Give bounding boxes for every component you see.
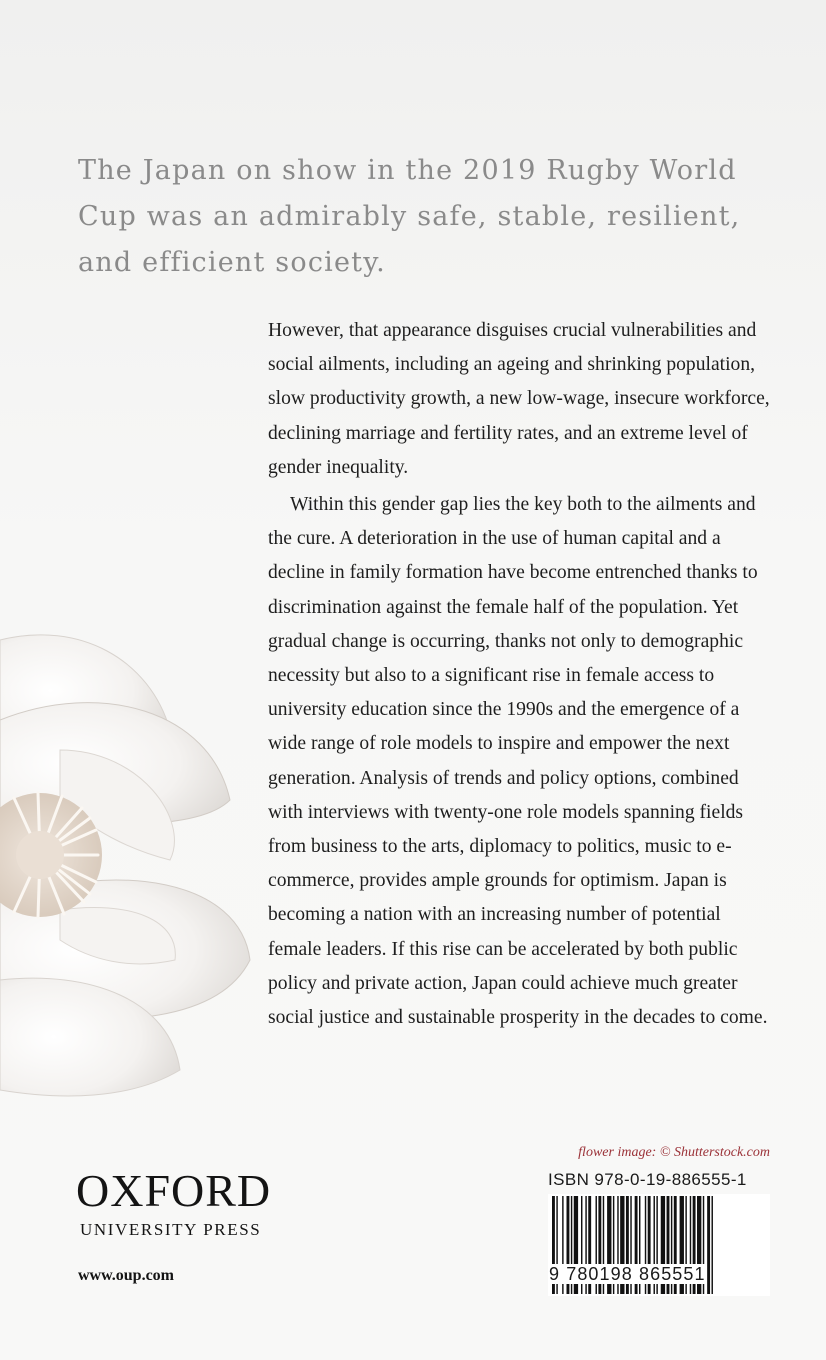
description: [268, 314, 772, 1038]
flower-image: [0, 600, 260, 1120]
barcode-number: 9 780198 865551: [549, 1264, 706, 1284]
paragraph-2: Within this gender gap lies the key both to the ailments and the cure. A deterioration in the use of human capital and a decline in family formation have become entrenched thanks to discrimination against the female half of the population. Yet gradual change is occurring, thanks not only to demographic necessity but also to a significant rise in female access to university education since the 1990s and the emergence of a wide range of role models to inspire and empower the next generation. Analysis of trends and policy options, combined with interviews with twenty-one role models spanning fields from business to the arts, diplomacy to politics, music to e-commerce, provides ample grounds for optimism. Japan is becoming a nation with an increasing number of potential female leaders. If this rise can be accelerated by both public policy and private action, Japan could achieve much greater social justice and sustainable prosperity in the decades to come.: [268, 494, 768, 1029]
image-credit: flower image: © Shutterstock.com: [578, 1145, 770, 1160]
paragraph-1: However, that appearance disguises crucial vulnerabilities and social ailments, including an ageing and shrinking population, slow productivity growth, a new low-wage, insecure workforce, declining marriage and fertility rates, and an extreme level of gender inequality.: [268, 320, 770, 478]
publisher-subtitle: UNIVERSITY PRESS: [80, 1220, 262, 1239]
isbn-label: ISBN 978-0-19-886555-1: [548, 1170, 747, 1189]
publisher-logo: OXFORD: [76, 1165, 272, 1216]
headline: The Japan on show in the 2019 Rugby World Cup was an admirably safe, stable, resilient, and efficient society.: [78, 155, 741, 278]
publisher-website: www.oup.com: [78, 1267, 175, 1284]
